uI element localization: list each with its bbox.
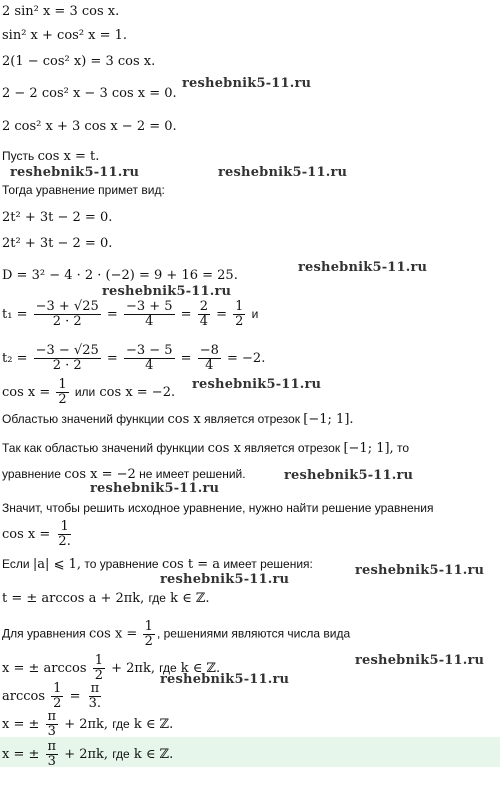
no-roots-line: уравнение cos x = −2 не имеет решений. (2, 467, 246, 482)
watermark: reshebnik5-11.ru (284, 468, 414, 483)
solution-arccos: x = ± arccos $\frac{1}{2}$ + 2πk, где k ∈ ℤ. (2, 653, 221, 683)
root-t2-line: t₂ = $\frac{-3 - √25}{2 \cdot 2}$ = $\frac{-3 - 5}{4}$ = $\frac{-8}{4}$ = −2. (2, 343, 266, 373)
watermark: reshebnik5-11.ru (355, 653, 485, 668)
quadratic-eq-2: 2t² + 3t − 2 = 0. (2, 236, 113, 251)
watermark: reshebnik5-11.ru (90, 481, 220, 496)
step-5: 2 cos² x + 3 cos x − 2 = 0. (2, 119, 177, 134)
t1-label: t₁ = (2, 307, 28, 322)
t2-fraction-2: $\frac{-3 - 5}{4}$ (125, 343, 173, 373)
x-solution: x = ± $\frac{\pi}{3}$ + 2πk, где k ∈ ℤ. (2, 709, 174, 739)
step-2: sin² x + cos² x = 1. (2, 28, 128, 43)
t1-fraction-3: $\frac{2}{4}$ (199, 299, 208, 329)
watermark: reshebnik5-11.ru (102, 284, 232, 299)
watermark: reshebnik5-11.ru (218, 165, 348, 180)
watermark: reshebnik5-11.ru (182, 76, 312, 91)
watermark: reshebnik5-11.ru (192, 377, 322, 392)
step-3: 2(1 − cos² x) = 3 cos x. (2, 54, 156, 69)
step-1: 2 sin² x = 3 cos x. (2, 4, 120, 19)
or-word: или (74, 385, 96, 399)
watermark: reshebnik5-11.ru (355, 563, 485, 578)
if-line: Если |a| ⩽ 1, то уравнение cos t = a имеет решения: (2, 557, 313, 572)
watermark: reshebnik5-11.ru (10, 165, 140, 180)
t2-fraction-3: $\frac{-8}{4}$ (199, 343, 219, 373)
discriminant: D = 3² − 4 · 2 · (−2) = 9 + 16 = 25. (2, 268, 238, 283)
let-math: cos x = t. (37, 149, 100, 164)
and-word: и (251, 307, 259, 321)
t1-fraction-2: $\frac{-3 + 5}{4}$ (125, 299, 173, 329)
for-equation-line: Для уравнения cos x = $\frac{1}{2}$ , решениями являются числа вида (2, 619, 351, 649)
half-fraction: $\frac{1}{2}$ (58, 377, 67, 407)
let-label: Пусть (2, 149, 35, 163)
watermark: reshebnik5-11.ru (160, 572, 290, 587)
cos-cases: cos x = $\frac{1}{2}$ или cos x = −2. (2, 377, 176, 407)
t1-fraction: $\frac{-3 + √25}{2 \cdot 2}$ (35, 299, 99, 329)
t2-label: t₂ = (2, 351, 28, 366)
step-4: 2 − 2 cos² x − 3 cos x = 0. (2, 86, 177, 101)
substitution-line (2, 148, 99, 165)
range-line: Областью значений функции cos x является отрезок [−1; 1]. (2, 412, 354, 427)
arccos-value: arccos $\frac{1}{2}$ = $\frac{\pi}{3.}$ (2, 681, 102, 711)
means-line: Значит, чтобы решить исходное уравнение, нужно найти решение уравнения (2, 501, 434, 515)
t1-fraction-4: $\frac{1}{2}$ (235, 299, 244, 329)
watermark: reshebnik5-11.ru (160, 672, 290, 687)
cos-half-line: cos x = $\frac{1}{2.}$ (2, 519, 71, 549)
general-solution: t = ± arccos a + 2πk, где k ∈ ℤ. (2, 591, 210, 606)
quadratic-eq-1: 2t² + 3t − 2 = 0. (2, 210, 113, 225)
t2-result: = −2. (227, 351, 266, 366)
final-answer: x = ± $\frac{\pi}{3}$ + 2πk, где k ∈ ℤ. (2, 739, 174, 769)
since-line: Так как областью значений функции cos x является отрезок [−1; 1], то (2, 441, 410, 456)
watermark: reshebnik5-11.ru (298, 260, 428, 275)
t2-fraction: $\frac{-3 - √25}{2 \cdot 2}$ (35, 343, 99, 373)
root-t1-line: t₁ = $\frac{-3 + √25}{2 \cdot 2}$ = $\frac{-3 + 5}{4}$ = $\frac{2}{4}$ = $\frac{1}{2}$ и (2, 299, 259, 329)
then-text: Тогда уравнение примет вид: (2, 183, 165, 197)
